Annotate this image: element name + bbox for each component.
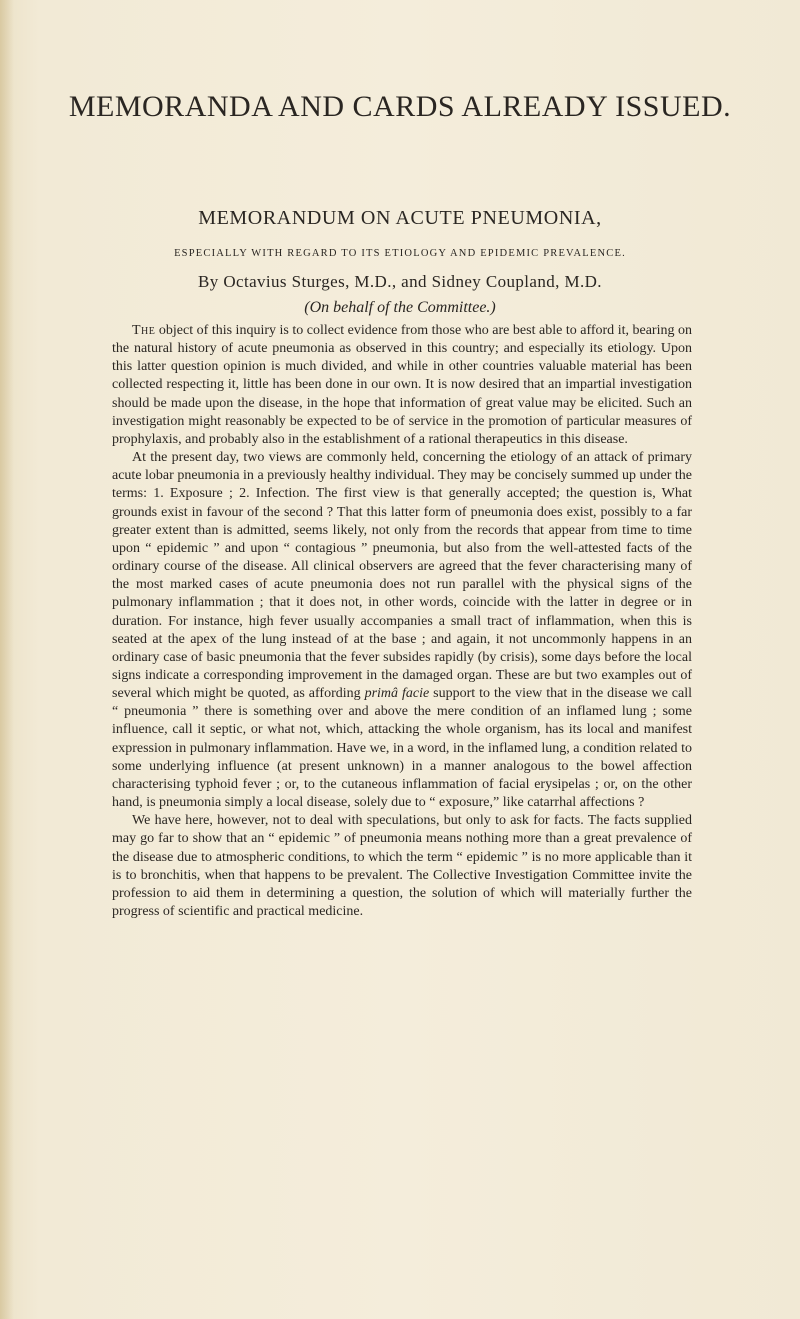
- memorandum-title: MEMORANDUM ON ACUTE PNEUMONIA,: [198, 207, 602, 229]
- paragraph-3: [112, 812, 692, 921]
- paragraph-1: [112, 322, 692, 449]
- memorandum-subtitle: ESPECIALLY WITH REGARD TO ITS ETIOLOGY AND EPIDEMIC PREVALENCE.: [174, 248, 626, 259]
- on-behalf-line: (On behalf of the Committee.): [304, 299, 496, 316]
- page-gutter-shadow: [0, 0, 14, 1319]
- paragraph-lead-in: The: [132, 323, 156, 338]
- paragraph-3-text: We have here, however, not to deal with speculations, but only to ask for facts. The facts supplied may go far to show that an “ epidemic ” of pneumonia means nothing more than a great prevalence of the disease due to atmospheric conditions, to which the term “ epidemic ” is no more applicable than it is to bronchitis, when that happens to be prevalent. The Collective Investigation Committee invite the profession to aid them in determining a question, the solution of which will materially further the progress of scientific and practical medicine.: [112, 813, 692, 919]
- paragraph-2: [112, 449, 692, 812]
- section-heading: MEMORANDA AND CARDS ALREADY ISSUED.: [68, 90, 732, 123]
- paragraph-1-text: object of this inquiry is to collect evidence from those who are best able to afford it, bearing on the natural history of acute pneumonia as observed in this country; and especially its etiology. Upon this latter question opinion is much divided, and while in other countries valuable material has been collected respecting it, little has been done in our own. It is now desired that an impartial investigation should be made upon the disease, in the hope that information of great value may be elicited. Such an investigation might reasonably be expected to be of service in the promotion of particular measures of prophylaxis, and probably also in the establishment of a rational therapeutics in this disease.: [112, 323, 692, 447]
- paragraph-2-text-b: support to the view that in the disease we call “ pneumonia ” there is something over and above the mere condition of an inflamed lung ; some influence, call it septic, or what not, which, attacking the whole organism, has its local and manifest expression in pulmonary inflammation. Have we, in a word, in the inflamed lung, a condition related to some underlying influence (at present unknown) in a manner analogous to the bowel affection characterising typhoid fever ; or, to the cutaneous inflammation of facial erysipelas ; or, on the other hand, is pneumonia simply a local disease, solely due to “ exposure,” like catarrhal affections ?: [112, 686, 693, 811]
- paragraph-2-text-a: At the present day, two views are commonly held, concerning the etiology of an attack of primary acute lobar pneumonia in a previously healthy individual. They may be concisely summed up under the terms: 1. Exposure ; 2. Infection. The first view is that generally accepted; the question is, What grounds exist in favour of the second ? That this latter form of pneumonia does exist, possibly to a far greater extent than is admitted, seems likely, not only from the records that appear from time to time upon “ epidemic ” and upon “ contagious ” pneumonia, but also from the well-attested facts of the ordinary course of the disease. All clinical observers are agreed that the fever characterising many of the most marked cases of acute pneumonia does not run parallel with the physical signs of the pulmonary inflammation ; that it does not, in other words, coincide with the latter in degree or in duration. For instance, high fever usually accompanies a small tract of inflammation, when this is seated at the apex of the lung instead of at the base ; and again, it not uncommonly happens in an ordinary case of basic pneumonia that the fever subsides rapidly (by crisis), some days before the local signs indicate a corresponding improvement in the damaged organ. These are but two examples out of several which might be quoted, as affording: [112, 450, 692, 702]
- authors-line: By Octavius Sturges, M.D., and Sidney Coupland, M.D.: [198, 272, 602, 291]
- italic-phrase: primâ facie: [364, 686, 430, 702]
- memorandum-body: [112, 322, 692, 921]
